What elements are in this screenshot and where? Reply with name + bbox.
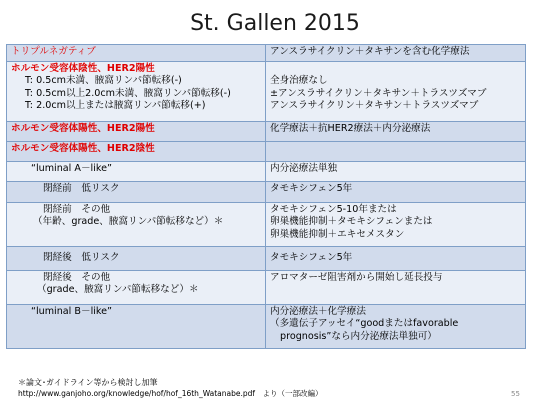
row-label-hr-neg-her2-pos	[7, 62, 266, 122]
row-label-hr-pos-her2-neg: ホルモン受容体陽性、HER2陰性	[7, 142, 266, 162]
table-row	[7, 247, 526, 271]
slide-title: St. Gallen 2015	[190, 11, 360, 36]
row-treatment: アンスラサイクリン＋タキサンを含む化学療法	[266, 45, 526, 62]
table-row	[7, 142, 526, 162]
row-treatment: 内分泌療法＋化学療法 （多遺伝子アッセイ“goodまたはfavorable prognosis”なら内分泌療法単独可）	[266, 305, 526, 349]
row-treatment	[266, 142, 526, 162]
row-treatment: タモキシフェン5年	[266, 182, 526, 203]
row-label-postmenopausal-low-risk: 閉経後 低リスク	[7, 247, 266, 271]
row-label-triple-negative: トリプルネガティブ	[7, 45, 266, 62]
table-row	[7, 122, 526, 142]
table-row	[7, 203, 526, 247]
table-row	[7, 62, 526, 122]
row-heading: ホルモン受容体陰性、HER2陽性	[11, 63, 155, 74]
row-treatment: タモキシフェン5-10年または 卵巣機能抑制＋タモキシフェンまたは 卵巣機能抑制＋エキセメスタン	[266, 203, 526, 247]
row-treatment: アロマターゼ阻害剤から開始し延長投与	[266, 271, 526, 305]
source-citation: http://www.ganjoho.org/knowledge/hof/hof_16th_Watanabe.pdf より（一部改編）	[18, 389, 323, 398]
row-treatment: 全身治療なし ±アンスラサイクリン＋タキサン＋トラスツズマブ アンスラサイクリン＋タキサン＋トラスツズマブ	[266, 62, 526, 122]
footnote: ＊論文･ガイドライン等から検討し加筆	[18, 378, 158, 387]
treatment-table	[6, 44, 526, 349]
row-label-premenopausal-other: 閉経前 その他 （年齢、grade、腋窩リンパ節転移など）＊	[7, 203, 266, 247]
row-label-postmenopausal-other: 閉経後 その他 （grade、腋窩リンパ節転移など）＊	[7, 271, 266, 305]
row-label-luminal-b: “luminal B－like”	[7, 305, 266, 349]
page-number: 55	[511, 390, 520, 398]
row-treatment: 内分泌療法単独	[266, 162, 526, 182]
row-treatment: 化学療法＋抗HER2療法＋内分泌療法	[266, 122, 526, 142]
row-treatment: タモキシフェン5年	[266, 247, 526, 271]
table-row	[7, 271, 526, 305]
row-subitem: T: 0.5cm以上2.0cm未満、腋窩リンパ節転移(-)	[25, 87, 231, 99]
table-row	[7, 45, 526, 62]
row-subitem: T: 0.5cm未満、腋窩リンパ節転移(-)	[25, 75, 182, 87]
table-row	[7, 162, 526, 182]
row-label-hr-pos-her2-pos: ホルモン受容体陽性、HER2陽性	[7, 122, 266, 142]
row-label-premenopausal-low-risk: 閉経前 低リスク	[7, 182, 266, 203]
row-subitem: T: 2.0cm以上または腋窩リンパ節転移(+)	[25, 100, 206, 112]
table-row	[7, 182, 526, 203]
table-row	[7, 305, 526, 349]
row-label-luminal-a: “luminal A－like”	[7, 162, 266, 182]
